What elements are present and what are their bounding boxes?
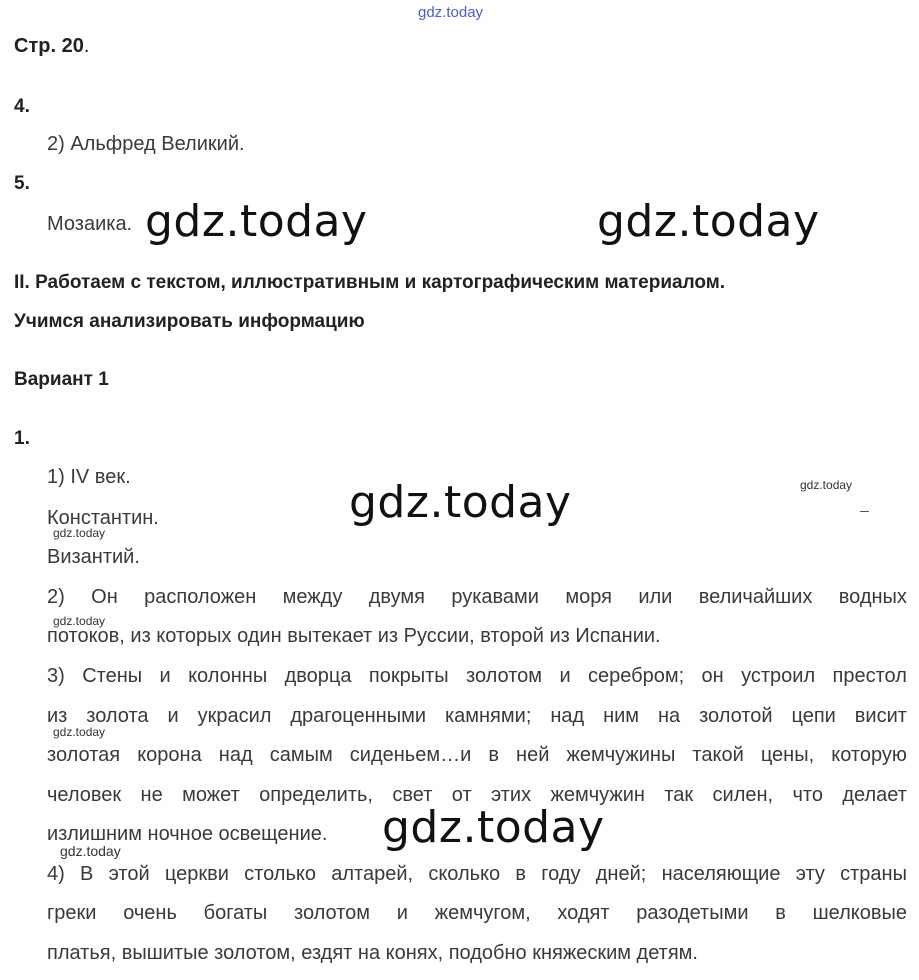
watermark-small-4: gdz.today [53,725,106,739]
watermark-small-2: gdz.today [53,526,106,540]
section-title-line-1: II. Работаем с текстом, иллюстративным и картографическим материалом. [14,272,726,293]
task-1-p1-line-3: Византий. [47,546,140,568]
watermark-small-5: gdz.today [60,843,121,859]
watermark-top: gdz.today [418,4,484,21]
task-1-p3-line-5: излишним ночное освещение. [47,823,328,845]
page-number [14,35,89,58]
section-title-line-2: Учимся анализировать информацию [14,311,365,332]
watermark-big-2: gdz.today [597,196,820,247]
task-1-p3-line-4: человек не может определить, свет от этих жемчужин так силен, что делает [47,784,907,806]
watermark-big-4: gdz.today [382,802,605,853]
task-4-answer: 2) Альфред Великий. [47,133,245,155]
task-5-number: 5. [14,173,30,194]
task-1-p1-line-1: 1) IV век. [47,466,131,488]
variant-title: Вариант 1 [14,369,109,390]
task-1-p4-line-1: 4) В этой церкви столько алтарей, сколько в году дней; населяющие эту страны [47,863,907,885]
watermark-big-1: gdz.today [145,196,368,247]
watermark-big-3: gdz.today [349,477,572,528]
stray-mark [860,511,869,512]
page-number-text: Стр. 20 [14,35,84,57]
page-number-dot: . [83,35,90,57]
task-1-p3-line-3: золотая корона над самым сиденьем…и в ней жемчужины такой цены, которую [47,744,907,766]
task-1-p4-line-3: платья, вышитые золотом, ездят на конях, подобно княжеским детям. [47,942,698,964]
task-1-number: 1. [14,428,30,449]
task-1-p4-line-2: греки очень богаты золотом и жемчугом, ходят разодетыми в шелковые [47,902,907,924]
task-5-answer: Мозаика. [47,213,133,235]
task-1-p2-line-2: потоков, из которых один вытекает из Руссии, второй из Испании. [47,625,661,647]
watermark-small-3: gdz.today [53,614,106,628]
task-1-p3-line-1: 3) Стены и колонны дворца покрыты золотом и серебром; он устроил престол [47,665,907,687]
task-1-p3-line-2: из золота и украсил драгоценными камнями; над ним на золотой цепи висит [47,705,907,727]
task-1-p2-line-1: 2) Он расположен между двумя рукавами моря или величайших водных [47,586,907,608]
task-1-p1-line-2: Константин. [47,507,159,529]
task-4-number: 4. [14,96,30,117]
watermark-small-1: gdz.today [800,478,853,492]
